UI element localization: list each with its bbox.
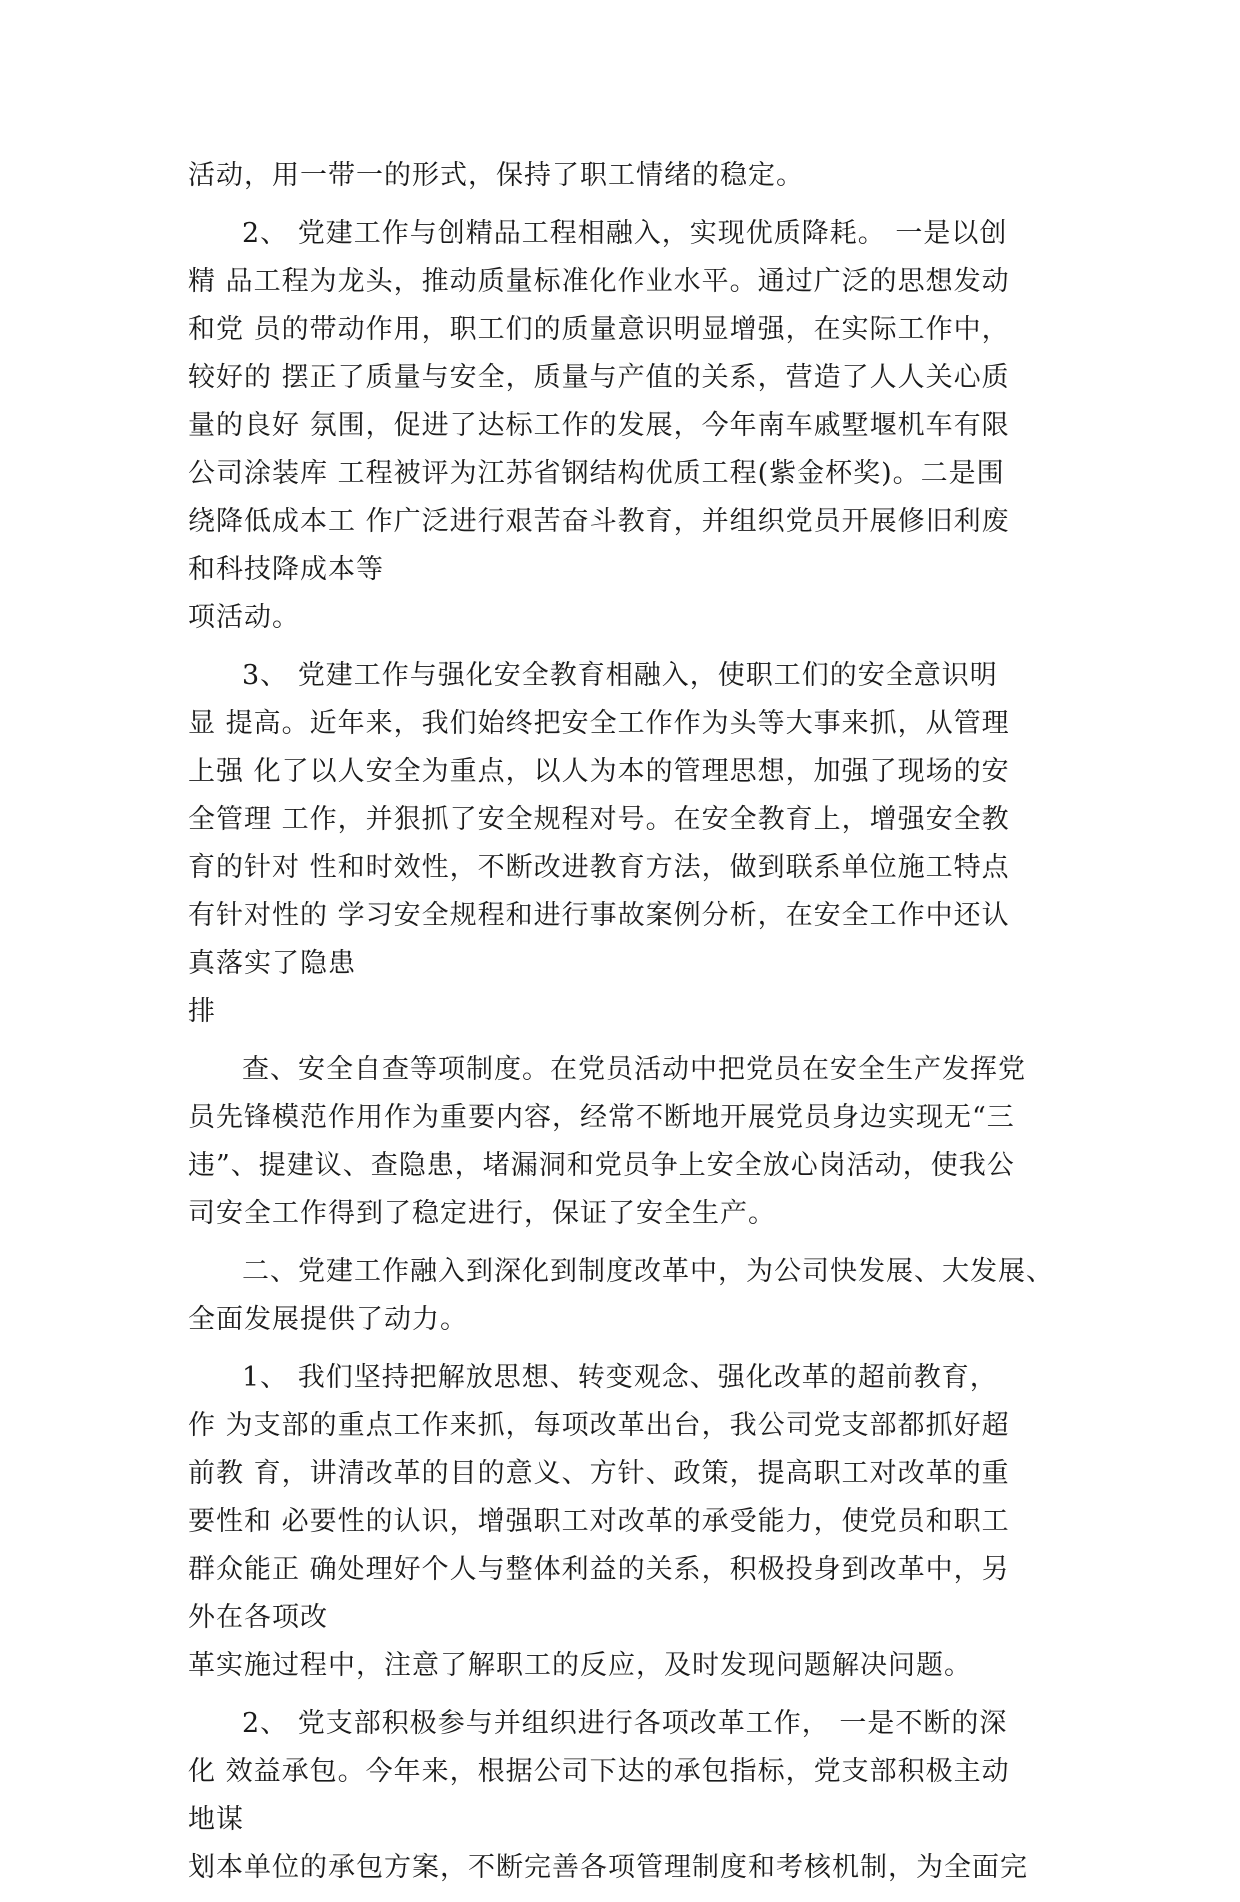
- text-line: 和科技降成本等: [188, 554, 384, 585]
- text-line: 上强 化了以人安全为重点，以人为本的管理思想，加强了现场的安: [188, 756, 1010, 787]
- text-line: 项活动。: [188, 602, 300, 633]
- text-line: 和党 员的带动作用，职工们的质量意识明显增强，在实际工作中，: [188, 314, 1010, 345]
- text-line: 量的良好 氛围，促进了达标工作的发展，今年南车戚墅堰机车有限: [188, 410, 1010, 441]
- text-line: 较好的 摆正了质量与安全，质量与产值的关系，营造了人人关心质: [188, 362, 1010, 393]
- paragraph: [188, 652, 1058, 1036]
- text-line: 查、安全自查等项制度。在党员活动中把党员在安全生产发挥党: [242, 1054, 1026, 1085]
- paragraph: [188, 210, 1058, 642]
- text-line: 公司涂装库 工程被评为江苏省钢结构优质工程(紫金杯奖)。二是围: [188, 458, 1005, 489]
- text-line: 真落实了隐患: [188, 948, 356, 979]
- text-line: 2、 党建工作与创精品工程相融入，实现优质降耗。 一是以创: [242, 218, 1008, 249]
- text-line: 地谋: [188, 1804, 244, 1835]
- text-line: 革实施过程中，注意了解职工的反应，及时发现问题解决问题。: [188, 1650, 972, 1681]
- text-line: 二、党建工作融入到深化到制度改革中，为公司快发展、大发展、: [242, 1256, 1054, 1287]
- text-line: 划本单位的承包方案，不断完善各项管理制度和考核机制，为全面完: [188, 1852, 1028, 1883]
- text-line: 显 提高。近年来，我们始终把安全工作作为头等大事来抓，从管理: [188, 708, 1010, 739]
- text-line: 作 为支部的重点工作来抓，每项改革出台，我公司党支部都抓好超: [188, 1410, 1010, 1441]
- document-body: [188, 152, 1058, 1902]
- text-line: 司安全工作得到了稳定进行，保证了安全生产。: [188, 1198, 776, 1229]
- text-line: 违”、提建议、查隐患，堵漏洞和党员争上安全放心岗活动，使我公: [188, 1150, 1015, 1181]
- text-line: 全面发展提供了动力。: [188, 1304, 468, 1335]
- text-line: 化 效益承包。今年来，根据公司下达的承包指标，党支部积极主动: [188, 1756, 1010, 1787]
- text-line: 前教 育，讲清改革的目的意义、方针、政策，提高职工对改革的重: [188, 1458, 1010, 1489]
- text-line: 3、 党建工作与强化安全教育相融入，使职工们的安全意识明: [242, 660, 998, 691]
- text-line: 1、 我们坚持把解放思想、转变观念、强化改革的超前教育，: [242, 1362, 998, 1393]
- text-line: 外在各项改: [188, 1602, 328, 1633]
- paragraph: [188, 1700, 1058, 1892]
- paragraph: [188, 1046, 1058, 1238]
- text-line: 绕降低成本工 作广泛进行艰苦奋斗教育，并组织党员开展修旧利废: [188, 506, 1010, 537]
- text-line: 要性和 必要性的认识，增强职工对改革的承受能力，使党员和职工: [188, 1506, 1010, 1537]
- paragraph: [188, 152, 1058, 200]
- paragraph: [188, 1248, 1058, 1344]
- text-line: 2、 党支部积极参与并组织进行各项改革工作， 一是不断的深: [242, 1708, 1008, 1739]
- text-line: 精 品工程为龙头，推动质量标准化作业水平。通过广泛的思想发动: [188, 266, 1010, 297]
- text-line: 排: [188, 996, 216, 1027]
- text-line: 群众能正 确处理好个人与整体利益的关系，积极投身到改革中，另: [188, 1554, 1010, 1585]
- text-line: 员先锋模范作用作为重要内容，经常不断地开展党员身边实现无“三: [188, 1102, 1015, 1133]
- text-line: 全管理 工作，并狠抓了安全规程对号。在安全教育上，增强安全教: [188, 804, 1010, 835]
- text-line: 育的针对 性和时效性，不断改进教育方法，做到联系单位施工特点: [188, 852, 1010, 883]
- text-line: 活动，用一带一的形式，保持了职工情绪的稳定。: [188, 160, 804, 191]
- text-line: 有针对性的 学习安全规程和进行事故案例分析，在安全工作中还认: [188, 900, 1010, 931]
- paragraph: [188, 1354, 1058, 1690]
